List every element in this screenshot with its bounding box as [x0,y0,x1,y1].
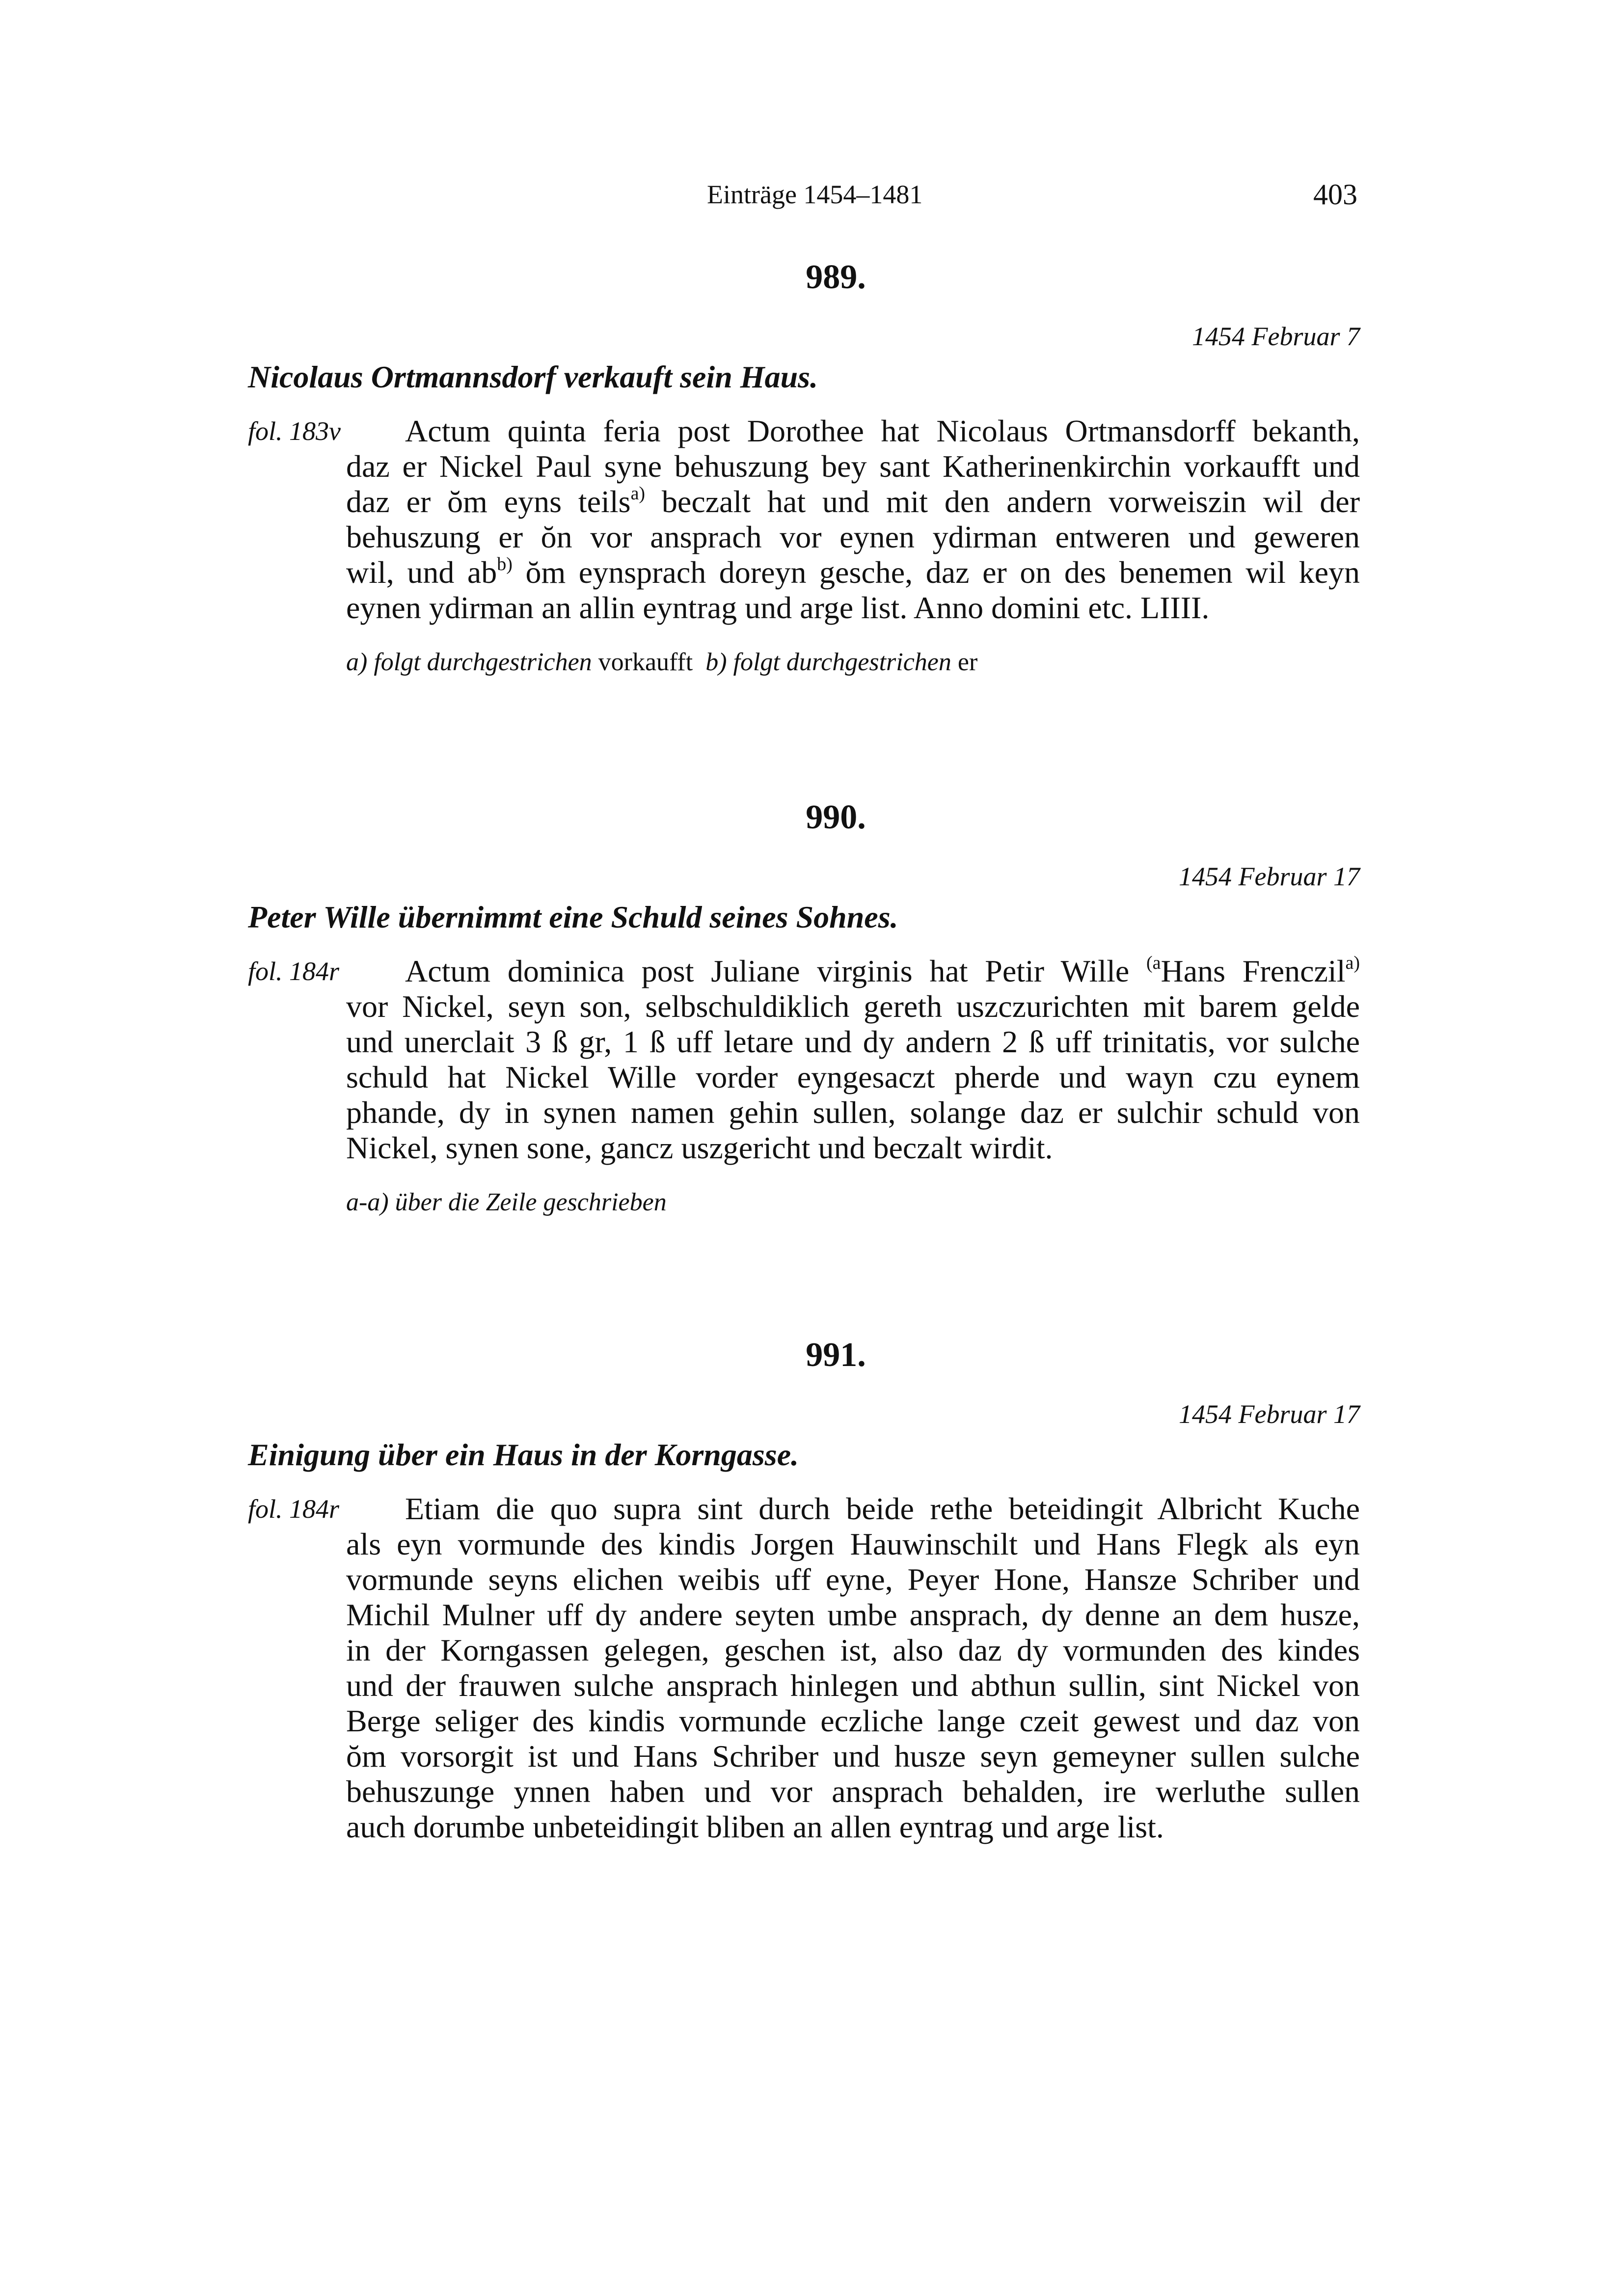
text-line [346,555,1360,590]
text-line: schuld hat Nickel Wille vorder eyngesaczt pherde und wayn czu eynem [346,1060,1360,1094]
text-line: und unerclait 3 ß gr, 1 ß uff letare und dy andern 2 ß uff trinitatis, vor sulche [346,1024,1360,1059]
footnote-marker: b) [497,554,513,574]
footnote-segment: b) folgt durchgestrichen [705,648,958,676]
entry-body [248,1491,1360,1845]
footnote [248,645,1360,680]
entry-title: Nicolaus Ortmannsdorf verkauft sein Haus. [248,359,818,394]
footnote-segment: a-a) über die Zeile geschrieben [346,1188,667,1216]
entry-body [248,413,1360,626]
entry-number: 990. [806,798,866,836]
text-line: vor Nickel, seyn son, selbschuldiklich gereth uszczurichten mit barem gelde [346,989,1360,1024]
footnote [248,1185,1360,1220]
text-line: Actum quinta feria post Dorothee hat Nicolaus Ortmansdorff bekanth, [405,413,1360,448]
text-line [346,484,1360,519]
text-line [346,954,1360,989]
footnote-marker: a) [630,483,646,504]
text-line: ŏm vorsorgit ist und Hans Schriber und husze seyn gemeyner sullen sulche [346,1739,1360,1774]
text-line: Michil Mulner uff dy andere seyten umbe ansprach, dy denne an dem husze, [346,1597,1360,1632]
text-line: auch dorumbe unbeteidingit bliben an allen eyntrag und arge list. [346,1809,1164,1844]
text-line: daz er Nickel Paul syne behuszung bey sant Katherinenkirchin vorkaufft und [346,449,1360,484]
text-line: als eyn vormunde des kindis Jorgen Hauwinschilt und Hans Flegk als eyn [346,1527,1360,1561]
text-line: und der frauwen sulche ansprach hinlegen und abthun sullin, sint Nickel von [346,1668,1360,1703]
entry-title: Peter Wille übernimmt eine Schuld seines Sohnes. [248,900,898,934]
entry-date: 1454 Februar 7 [1192,322,1360,351]
text-line: behuszunge ynnen haben und vor ansprach behalden, ire werluthe sullen [346,1774,1360,1809]
footnote-segment: vorkaufft [598,648,706,676]
entry-title: Einigung über ein Haus in der Korngasse. [248,1437,799,1472]
text-line: Nickel, synen sone, gancz uszgericht und beczalt wirdit. [346,1130,1053,1165]
folio-reference: fol. 183v [248,416,341,446]
entry-number: 989. [806,258,866,296]
text-line: Etiam die quo supra sint durch beide rethe beteidingit Albricht Kuche [405,1491,1360,1526]
text-segment: ŏm eynsprach doreyn gesche, daz er on des benemen wil keyn [512,555,1360,590]
folio-reference: fol. 184r [248,957,340,986]
footnote-marker: (a [1146,953,1161,973]
text-line: Berge seliger des kindis vormunde eczliche lange czeit gewest und daz von [346,1703,1360,1738]
footnote-segment: a) folgt durchgestrichen [346,648,598,676]
footnote-marker: a) [1345,953,1360,973]
running-title: Einträge 1454–1481 [707,180,923,209]
text-segment: Hans Frenczil [1161,954,1346,988]
entry-date: 1454 Februar 17 [1179,862,1360,891]
footnote-segment: er [957,648,978,676]
text-line: phande, dy in synen namen gehin sullen, solange daz er sulchir schuld von [346,1095,1360,1130]
text-segment: daz er ŏm eyns teils [346,484,631,519]
page-number: 403 [1313,178,1357,211]
folio-reference: fol. 184r [248,1494,340,1524]
entry-989 [248,255,1360,680]
text-line: behuszung er ŏn vor ansprach vor eynen ydirman entweren und geweren [346,519,1360,554]
entry-990 [248,795,1360,1220]
entry-body [248,954,1360,1166]
text-segment: Actum dominica post Juliane virginis hat Petir Wille [405,954,1146,988]
entry-991 [248,1333,1360,1845]
text-segment: beczalt hat und mit den andern vorweiszin wil der [645,484,1360,519]
text-line: eynen ydirman an allin eyntrag und arge list. Anno domini etc. LIIII. [346,590,1210,625]
text-segment: wil, und ab [346,555,497,590]
entry-number: 991. [806,1336,866,1374]
entry-date: 1454 Februar 17 [1179,1399,1360,1429]
text-line: vormunde seyns elichen weibis uff eyne, Peyer Hone, Hansze Schriber und [346,1562,1360,1597]
text-line: in der Korngassen gelegen, geschen ist, also daz dy vormunden des kindes [346,1633,1360,1667]
